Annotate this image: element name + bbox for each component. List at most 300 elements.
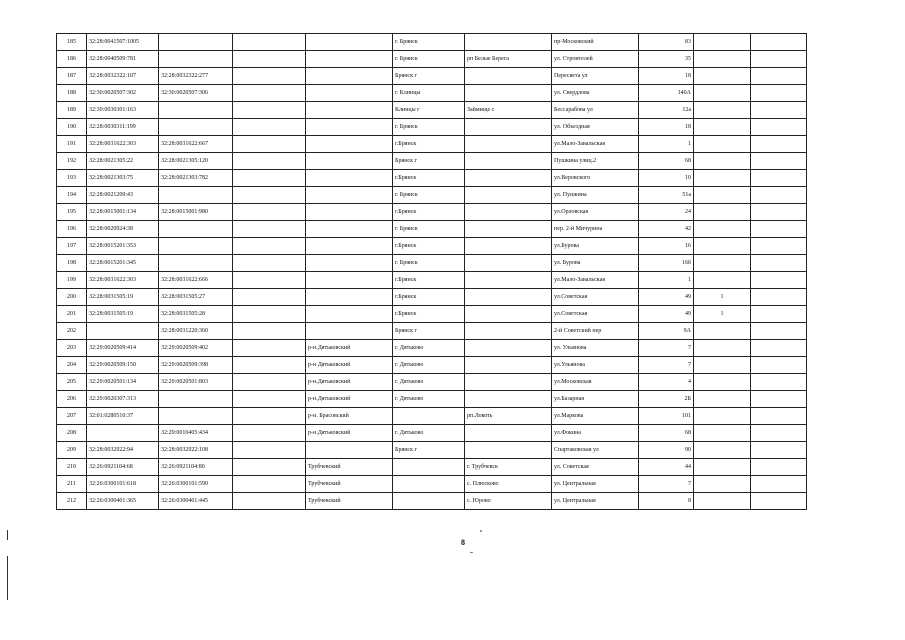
street-cell: ул.Ульянова — [552, 357, 639, 374]
table-row — [57, 255, 807, 272]
flag-cell — [694, 425, 751, 442]
empty-cell — [751, 221, 807, 238]
settlement-cell: Займище с — [465, 102, 552, 119]
empty-cell — [233, 323, 306, 340]
street-cell: ул.Московская — [552, 374, 639, 391]
cadastral-number-cell: 32:28:0031505:19 — [87, 306, 159, 323]
settlement-cell — [465, 85, 552, 102]
empty-cell — [233, 51, 306, 68]
table-row — [57, 272, 807, 289]
flag-cell — [694, 34, 751, 51]
empty-cell — [233, 119, 306, 136]
street-cell: ул.Советская — [552, 306, 639, 323]
row-number-cell: 190 — [57, 119, 87, 136]
house-number-cell: 2Б — [639, 391, 694, 408]
empty-cell — [233, 221, 306, 238]
street-cell: Бессарабова ул — [552, 102, 639, 119]
empty-cell — [751, 204, 807, 221]
flag-cell — [694, 51, 751, 68]
cadastral-number-cell: 32:28:0041507:1005 — [87, 34, 159, 51]
street-cell: ул.Фокина — [552, 425, 639, 442]
settlement-cell — [465, 442, 552, 459]
empty-cell — [751, 119, 807, 136]
house-number-cell: 140А — [639, 85, 694, 102]
cadastral-number-cell: 32:26:0300401:365 — [87, 493, 159, 510]
cadastral-number-2-cell: 32:28:0031505:28 — [159, 306, 233, 323]
table-row — [57, 136, 807, 153]
district-cell: р-н Дятьковский — [306, 357, 393, 374]
cadastral-number-cell: 32:29:0020501:134 — [87, 374, 159, 391]
empty-cell — [751, 340, 807, 357]
flag-cell — [694, 221, 751, 238]
cadastral-number-2-cell: 32:26:0300101:590 — [159, 476, 233, 493]
empty-cell — [233, 68, 306, 85]
district-cell — [306, 68, 393, 85]
empty-cell — [233, 34, 306, 51]
table-row — [57, 374, 807, 391]
empty-cell — [751, 323, 807, 340]
row-number-cell: 209 — [57, 442, 87, 459]
table-row — [57, 391, 807, 408]
empty-cell — [751, 51, 807, 68]
street-cell: ул.Веровского — [552, 170, 639, 187]
cadastral-number-cell: 32:28:0021303:75 — [87, 170, 159, 187]
city-cell: г. Дятьково — [393, 391, 465, 408]
empty-cell — [233, 170, 306, 187]
street-cell: ул.Орловская — [552, 204, 639, 221]
cadastral-number-cell: 32:28:0015201:345 — [87, 255, 159, 272]
district-cell — [306, 85, 393, 102]
flag-cell — [694, 170, 751, 187]
flag-cell — [694, 238, 751, 255]
flag-cell — [694, 153, 751, 170]
city-cell: Брянск г — [393, 68, 465, 85]
table-row — [57, 289, 807, 306]
city-cell: г.Брянск — [393, 289, 465, 306]
table-row — [57, 323, 807, 340]
cadastral-number-cell: 32:28:0031505:19 — [87, 289, 159, 306]
street-cell: ул. Центральная — [552, 476, 639, 493]
settlement-cell — [465, 255, 552, 272]
table-row — [57, 340, 807, 357]
house-number-cell: 18 — [639, 119, 694, 136]
district-cell: р-н. Брасовский — [306, 408, 393, 425]
district-cell: Трубчевский — [306, 476, 393, 493]
city-cell: г. Дятьково — [393, 425, 465, 442]
row-number-cell: 202 — [57, 323, 87, 340]
cadastral-number-2-cell — [159, 187, 233, 204]
settlement-cell: рп Белые Берега — [465, 51, 552, 68]
empty-cell — [233, 85, 306, 102]
empty-cell — [751, 357, 807, 374]
district-cell — [306, 442, 393, 459]
settlement-cell: г. Трубчевск — [465, 459, 552, 476]
settlement-cell — [465, 34, 552, 51]
row-number-cell: 210 — [57, 459, 87, 476]
row-number-cell: 201 — [57, 306, 87, 323]
empty-cell — [233, 289, 306, 306]
empty-cell — [233, 255, 306, 272]
cadastral-number-cell: 32:30:0020507:302 — [87, 85, 159, 102]
empty-cell — [233, 102, 306, 119]
city-cell: Клинцы г — [393, 102, 465, 119]
empty-cell — [751, 272, 807, 289]
cadastral-number-2-cell — [159, 408, 233, 425]
row-number-cell: 200 — [57, 289, 87, 306]
settlement-cell — [465, 425, 552, 442]
street-cell: ул.Мало-Завальская — [552, 136, 639, 153]
register-rows — [57, 34, 807, 510]
house-number-cell: 49 — [639, 306, 694, 323]
district-cell — [306, 153, 393, 170]
house-number-cell: 8 — [639, 493, 694, 510]
flag-cell — [694, 459, 751, 476]
empty-cell — [751, 136, 807, 153]
empty-cell — [751, 238, 807, 255]
flag-cell — [694, 204, 751, 221]
cadastral-number-2-cell: 32:29:0010405:434 — [159, 425, 233, 442]
flag-cell — [694, 102, 751, 119]
cadastral-number-2-cell — [159, 119, 233, 136]
empty-cell — [233, 408, 306, 425]
city-cell: г. Брянск — [393, 34, 465, 51]
flag-cell — [694, 374, 751, 391]
city-cell: г. Дятьково — [393, 357, 465, 374]
street-cell: ул.Маркова — [552, 408, 639, 425]
cadastral-number-cell: 32:29:0020307:313 — [87, 391, 159, 408]
flag-cell: 1 — [694, 306, 751, 323]
district-cell: Трубчевский — [306, 459, 393, 476]
cadastral-number-cell: 32:29:0020509:414 — [87, 340, 159, 357]
empty-cell — [751, 442, 807, 459]
scan-speck — [470, 552, 473, 553]
empty-cell — [751, 102, 807, 119]
city-cell: г.Брянск — [393, 272, 465, 289]
cadastral-number-2-cell: 32:28:0021303:782 — [159, 170, 233, 187]
house-number-cell: 1 — [639, 136, 694, 153]
empty-cell — [233, 476, 306, 493]
row-number-cell: 198 — [57, 255, 87, 272]
house-number-cell: 1 — [639, 272, 694, 289]
street-cell: 2-й Советский пер — [552, 323, 639, 340]
cadastral-number-2-cell: 32:28:0031505:27 — [159, 289, 233, 306]
settlement-cell — [465, 357, 552, 374]
district-cell: р-н.Дятьковский — [306, 425, 393, 442]
cadastral-number-2-cell: 32:29:0020509:402 — [159, 340, 233, 357]
district-cell — [306, 238, 393, 255]
empty-cell — [751, 289, 807, 306]
street-cell: ул. Свердлова — [552, 85, 639, 102]
empty-cell — [233, 459, 306, 476]
settlement-cell — [465, 170, 552, 187]
scan-speck — [480, 530, 482, 532]
district-cell — [306, 255, 393, 272]
flag-cell — [694, 272, 751, 289]
empty-cell — [233, 493, 306, 510]
cadastral-number-2-cell — [159, 255, 233, 272]
flag-cell — [694, 255, 751, 272]
empty-cell — [233, 340, 306, 357]
cadastral-number-cell: 32:28:0031622:303 — [87, 272, 159, 289]
cadastral-number-2-cell — [159, 102, 233, 119]
cadastral-number-cell: 32:28:0021305:22 — [87, 153, 159, 170]
table-row — [57, 221, 807, 238]
cadastral-number-2-cell — [159, 238, 233, 255]
street-cell: ул. Советская — [552, 459, 639, 476]
city-cell: г.Брянск — [393, 170, 465, 187]
district-cell — [306, 272, 393, 289]
empty-cell — [233, 357, 306, 374]
empty-cell — [751, 391, 807, 408]
district-cell — [306, 119, 393, 136]
row-number-cell: 205 — [57, 374, 87, 391]
cadastral-number-2-cell — [159, 391, 233, 408]
district-cell — [306, 204, 393, 221]
house-number-cell: 49 — [639, 289, 694, 306]
flag-cell — [694, 323, 751, 340]
row-number-cell: 207 — [57, 408, 87, 425]
settlement-cell — [465, 340, 552, 357]
row-number-cell: 199 — [57, 272, 87, 289]
cadastral-number-cell: 32:28:0030311:199 — [87, 119, 159, 136]
district-cell — [306, 51, 393, 68]
table-row — [57, 170, 807, 187]
street-cell: пр-Московский — [552, 34, 639, 51]
row-number-cell: 185 — [57, 34, 87, 51]
cadastral-number-2-cell: 32:28:0015001:980 — [159, 204, 233, 221]
cadastral-number-2-cell — [159, 221, 233, 238]
table-row — [57, 425, 807, 442]
settlement-cell — [465, 374, 552, 391]
city-cell: г. Брянск — [393, 51, 465, 68]
flag-cell — [694, 357, 751, 374]
cadastral-number-2-cell: 32:28:0032322:277 — [159, 68, 233, 85]
row-number-cell: 197 — [57, 238, 87, 255]
district-cell — [306, 187, 393, 204]
settlement-cell — [465, 221, 552, 238]
city-cell: г. Брянск — [393, 187, 465, 204]
street-cell: ул.Бурова — [552, 238, 639, 255]
empty-cell — [751, 493, 807, 510]
empty-cell — [751, 459, 807, 476]
flag-cell — [694, 85, 751, 102]
house-number-cell: 7 — [639, 340, 694, 357]
empty-cell — [233, 391, 306, 408]
empty-cell — [751, 306, 807, 323]
street-cell: ул. Объездная — [552, 119, 639, 136]
house-number-cell: 44 — [639, 459, 694, 476]
city-cell: г.Брянск — [393, 238, 465, 255]
row-number-cell: 196 — [57, 221, 87, 238]
cadastral-number-2-cell — [159, 34, 233, 51]
empty-cell — [751, 187, 807, 204]
district-cell: р-н.Дятьковский — [306, 374, 393, 391]
city-cell: г. Дятьково — [393, 374, 465, 391]
settlement-cell — [465, 289, 552, 306]
settlement-cell: рп.Локоть — [465, 408, 552, 425]
street-cell: пер. 2-й Мичурина — [552, 221, 639, 238]
district-cell — [306, 306, 393, 323]
house-number-cell: 83 — [639, 34, 694, 51]
empty-cell — [751, 34, 807, 51]
row-number-cell: 204 — [57, 357, 87, 374]
empty-cell — [233, 306, 306, 323]
street-cell: ул. Пушкина — [552, 187, 639, 204]
empty-cell — [751, 153, 807, 170]
city-cell: Брянск г — [393, 442, 465, 459]
street-cell: Спартаковская ул — [552, 442, 639, 459]
settlement-cell — [465, 306, 552, 323]
empty-cell — [233, 153, 306, 170]
house-number-cell: 24 — [639, 204, 694, 221]
cadastral-number-2-cell: 32:28:0031220:360 — [159, 323, 233, 340]
cadastral-number-cell: 32:28:0040509:781 — [87, 51, 159, 68]
cadastral-number-cell: 32:01:0280510:37 — [87, 408, 159, 425]
empty-cell — [751, 170, 807, 187]
city-cell: г.Брянск — [393, 136, 465, 153]
empty-cell — [751, 255, 807, 272]
row-number-cell: 194 — [57, 187, 87, 204]
house-number-cell: 68 — [639, 425, 694, 442]
empty-cell — [233, 238, 306, 255]
house-number-cell: 16 — [639, 238, 694, 255]
street-cell: ул. Строителей — [552, 51, 639, 68]
empty-cell — [233, 272, 306, 289]
settlement-cell: с. Плюсково — [465, 476, 552, 493]
table-row — [57, 153, 807, 170]
empty-cell — [751, 425, 807, 442]
city-cell: г. Брянск — [393, 119, 465, 136]
row-number-cell: 186 — [57, 51, 87, 68]
table-row — [57, 238, 807, 255]
city-cell: г.Брянск — [393, 204, 465, 221]
flag-cell — [694, 476, 751, 493]
empty-cell — [751, 68, 807, 85]
row-number-cell: 189 — [57, 102, 87, 119]
table-row — [57, 408, 807, 425]
cadastral-number-2-cell — [159, 51, 233, 68]
city-cell: г. Дятьково — [393, 340, 465, 357]
flag-cell — [694, 340, 751, 357]
table-row — [57, 442, 807, 459]
cadastral-number-2-cell: 32:28:0031622:667 — [159, 136, 233, 153]
row-number-cell: 203 — [57, 340, 87, 357]
table-row — [57, 493, 807, 510]
city-cell — [393, 476, 465, 493]
cadastral-number-cell — [87, 425, 159, 442]
settlement-cell: с. Юрово — [465, 493, 552, 510]
flag-cell — [694, 68, 751, 85]
flag-cell — [694, 408, 751, 425]
house-number-cell: 12а — [639, 102, 694, 119]
settlement-cell — [465, 323, 552, 340]
cadastral-number-2-cell: 32:29:0020509:398 — [159, 357, 233, 374]
settlement-cell — [465, 153, 552, 170]
flag-cell — [694, 136, 751, 153]
district-cell — [306, 289, 393, 306]
table-row — [57, 357, 807, 374]
row-number-cell: 193 — [57, 170, 87, 187]
cadastral-number-2-cell: 32:28:0021305:120 — [159, 153, 233, 170]
register-table — [56, 33, 807, 510]
table-row — [57, 85, 807, 102]
city-cell — [393, 408, 465, 425]
empty-cell — [751, 476, 807, 493]
empty-cell — [233, 425, 306, 442]
street-cell: ул.Базарная — [552, 391, 639, 408]
flag-cell — [694, 391, 751, 408]
row-number-cell: 206 — [57, 391, 87, 408]
house-number-cell: 51а — [639, 187, 694, 204]
cadastral-number-2-cell: 32:29:0020501:803 — [159, 374, 233, 391]
cadastral-number-cell: 32:26:0921104:68 — [87, 459, 159, 476]
cadastral-number-cell: 32:28:0032322:107 — [87, 68, 159, 85]
row-number-cell: 191 — [57, 136, 87, 153]
settlement-cell — [465, 119, 552, 136]
page-number: 8 — [461, 538, 465, 547]
settlement-cell — [465, 204, 552, 221]
cadastral-number-2-cell: 32:26:0300401:445 — [159, 493, 233, 510]
row-number-cell: 192 — [57, 153, 87, 170]
cadastral-number-cell: 32:28:0020924:38 — [87, 221, 159, 238]
empty-cell — [233, 442, 306, 459]
row-number-cell: 211 — [57, 476, 87, 493]
cadastral-number-cell: 32:26:0300101:618 — [87, 476, 159, 493]
city-cell: г. Брянск — [393, 221, 465, 238]
empty-cell — [233, 204, 306, 221]
empty-cell — [233, 187, 306, 204]
settlement-cell — [465, 68, 552, 85]
cadastral-number-cell — [87, 323, 159, 340]
row-number-cell: 212 — [57, 493, 87, 510]
city-cell — [393, 459, 465, 476]
cadastral-number-cell: 32:28:0015001:134 — [87, 204, 159, 221]
house-number-cell: 9А — [639, 323, 694, 340]
row-number-cell: 208 — [57, 425, 87, 442]
table-row — [57, 459, 807, 476]
house-number-cell: 90 — [639, 442, 694, 459]
house-number-cell: 4 — [639, 374, 694, 391]
left-margin-mark — [7, 556, 8, 600]
cadastral-number-cell: 32:28:0021209:43 — [87, 187, 159, 204]
street-cell: ул.Мало-Завальская — [552, 272, 639, 289]
district-cell: р-н.Дятьковский — [306, 340, 393, 357]
street-cell: ул. Бурова — [552, 255, 639, 272]
cadastral-number-cell: 32:29:0020509:150 — [87, 357, 159, 374]
flag-cell — [694, 119, 751, 136]
cadastral-number-cell: 32:28:0031622:303 — [87, 136, 159, 153]
cadastral-number-2-cell: 32:26:0921104:80 — [159, 459, 233, 476]
street-cell: Пушкина улиц.2 — [552, 153, 639, 170]
street-cell: ул.Советская — [552, 289, 639, 306]
city-cell: г. Клинцы — [393, 85, 465, 102]
cadastral-number-2-cell: 32:28:0031622:666 — [159, 272, 233, 289]
table-row — [57, 102, 807, 119]
district-cell — [306, 323, 393, 340]
city-cell: Брянск г — [393, 153, 465, 170]
table-row — [57, 34, 807, 51]
district-cell — [306, 102, 393, 119]
city-cell — [393, 493, 465, 510]
table-row — [57, 119, 807, 136]
settlement-cell — [465, 238, 552, 255]
district-cell — [306, 136, 393, 153]
house-number-cell: 10 — [639, 170, 694, 187]
district-cell — [306, 34, 393, 51]
empty-cell — [751, 408, 807, 425]
house-number-cell: 101 — [639, 408, 694, 425]
house-number-cell: 18 — [639, 68, 694, 85]
